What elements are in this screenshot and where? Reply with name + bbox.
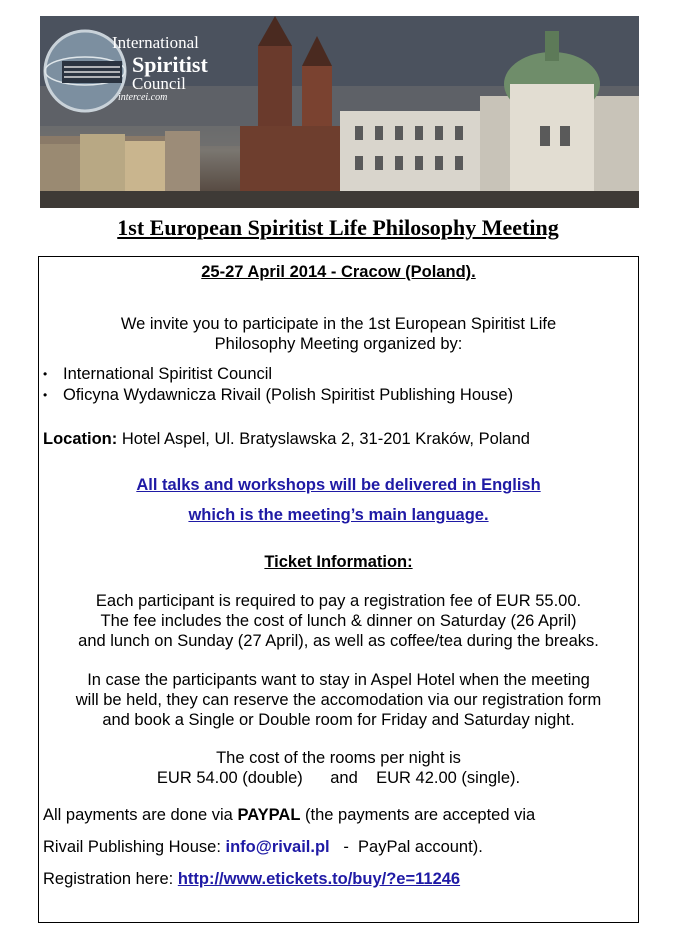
language-note-line2[interactable]: which is the meeting’s main language. <box>188 506 489 524</box>
logo-line2: Spiritist <box>132 52 208 77</box>
registration-link[interactable]: http://www.etickets.to/buy/?e=11246 <box>177 870 461 888</box>
email-link[interactable]: info@rivail.pl <box>225 838 330 856</box>
logo-line1: International <box>112 33 199 52</box>
room-cost-text: The cost of the rooms per night is EUR 54.00 (double) and EUR 42.00 (single). <box>156 749 521 787</box>
date-location-line: 25-27 April 2014 - Cracow (Poland). <box>201 263 476 281</box>
content-box <box>38 256 639 923</box>
logo-url: intercei.com <box>118 92 168 103</box>
payment-line1: All payments are done via PAYPAL (the payments are accepted via <box>43 806 536 824</box>
hotel-text: In case the participants want to stay in Aspel Hotel when the meeting will be held, they can reserve the accomodation via our registration form and book a Single or Double room for Friday and Saturday night. <box>75 671 602 729</box>
location-line: Location: Hotel Aspel, Ul. Bratyslawska 2, 31-201 Kraków, Poland <box>43 430 530 448</box>
header-banner <box>40 16 639 208</box>
logo-line3: Council <box>132 74 186 93</box>
list-item: • Oficyna Wydawnicza Rivail (Polish Spiritist Publishing House) <box>43 385 513 406</box>
list-item: • International Spiritist Council <box>43 364 513 385</box>
page-title: 1st European Spiritist Life Philosophy Meeting <box>117 215 559 240</box>
organizer-list <box>43 364 513 406</box>
invitation-text: We invite you to participate in the 1st European Spiritist Life Philosophy Meeting organized by: <box>120 315 557 353</box>
language-note-line1[interactable]: All talks and workshops will be delivered in English <box>136 476 541 494</box>
payment-line2: Rivail Publishing House: info@rivail.pl - PayPal account). <box>43 838 483 856</box>
fee-text: Each participant is required to pay a registration fee of EUR 55.00. The fee includes the cost of lunch & dinner on Saturday (26 April) and lunch on Sunday (27 April), as well as coffee/tea during the breaks. <box>78 592 599 650</box>
ticket-heading: Ticket Information: <box>264 553 413 571</box>
registration-line: Registration here: http://www.etickets.to/buy/?e=11246 <box>43 870 461 888</box>
